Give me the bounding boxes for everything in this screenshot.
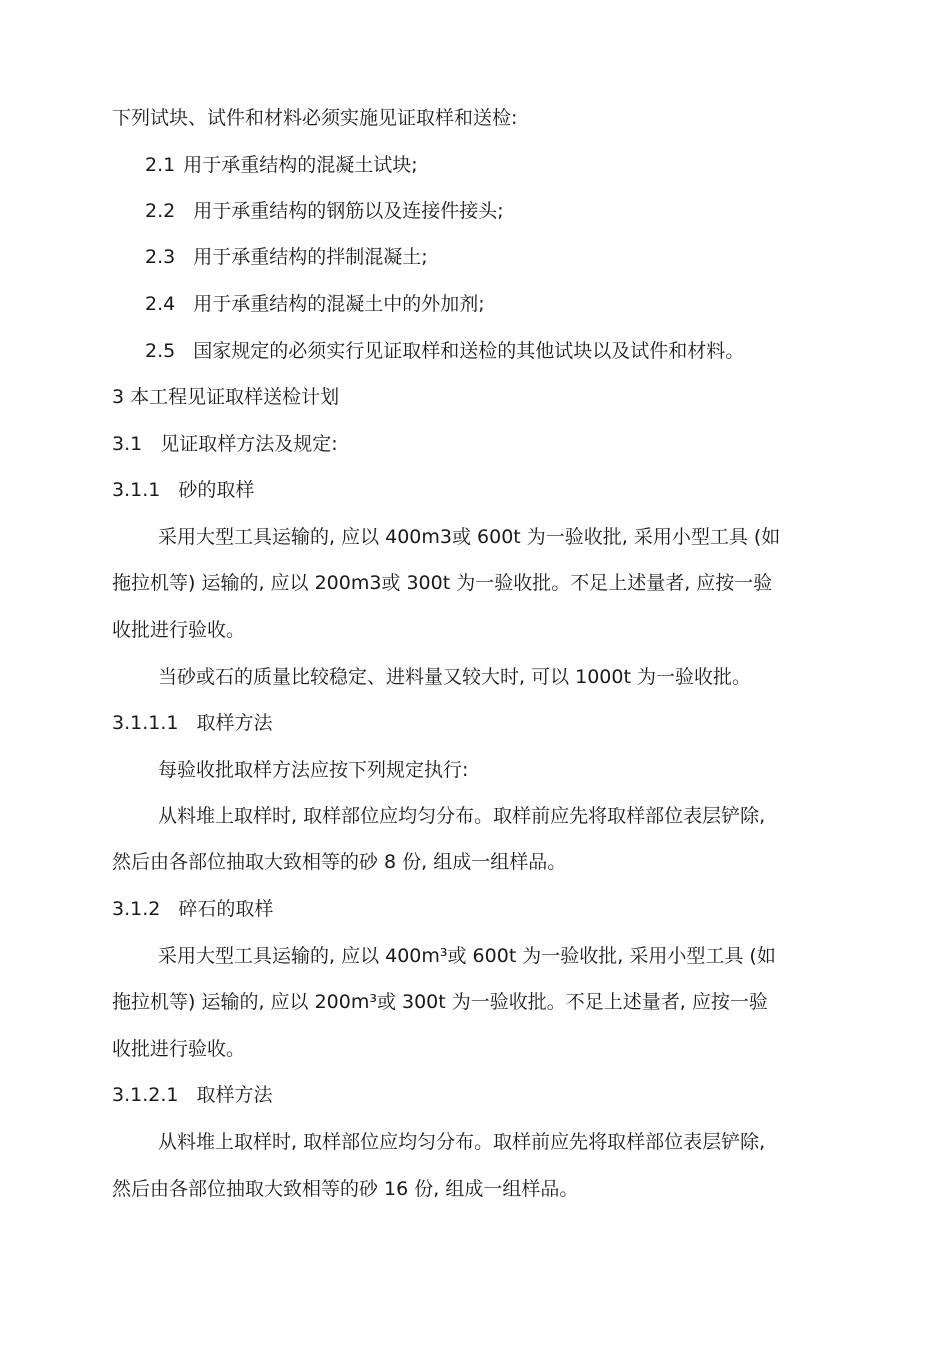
- section-heading-3-1: [112, 432, 338, 456]
- heading-text: 见证取样方法及规定:: [160, 433, 338, 455]
- section-number: 3.1.1.1: [112, 712, 179, 734]
- section-heading-3-1-2-1: [112, 1083, 273, 1107]
- line-text: 当砂或石的质量比较稳定、进料量又较大时, 可以 1000t 为一验收批。: [158, 666, 751, 688]
- list-item-2-4: [145, 292, 485, 316]
- line-text: 然后由各部位抽取大致相等的砂 8 份, 组成一组样品。: [112, 851, 567, 873]
- section-number: 3.1.2: [112, 898, 161, 920]
- paragraph-line: [158, 758, 468, 782]
- paragraph-line: [158, 804, 765, 828]
- heading-text: 碎石的取样: [178, 898, 274, 920]
- line-text: 用于承重结构的拌制混凝土;: [193, 246, 428, 268]
- line-text: 用于承重结构的混凝土试块;: [183, 154, 418, 176]
- line-text: 用于承重结构的混凝土中的外加剂;: [193, 293, 485, 315]
- heading-text: 取样方法: [196, 712, 273, 734]
- line-text: 拖拉机等) 运输的, 应以 200m3或 300t 为一验收批。不足上述量者, 应按一验: [112, 572, 773, 594]
- paragraph-line: [158, 665, 751, 689]
- line-text: 收批进行验收。: [112, 619, 246, 641]
- paragraph-line: [112, 1177, 578, 1201]
- line-text: 下列试块、试件和材料必须实施见证取样和送检:: [112, 107, 518, 129]
- list-item-2-3: [145, 245, 428, 269]
- list-item-2-1: [145, 153, 418, 177]
- line-text: 然后由各部位抽取大致相等的砂 16 份, 组成一组样品。: [112, 1178, 579, 1200]
- section-number: 3.1: [112, 433, 143, 455]
- list-item-2-2: [145, 199, 504, 223]
- list-item-2-5: [145, 339, 744, 363]
- paragraph-line: [158, 944, 776, 968]
- paragraph-line: [112, 850, 566, 874]
- line-text: 采用大型工具运输的, 应以 400m³或 600t 为一验收批, 采用小型工具 (如: [158, 945, 776, 967]
- section-heading-3-1-2: [112, 897, 273, 921]
- heading-text: 砂的取样: [178, 479, 255, 501]
- paragraph-line: [158, 1130, 765, 1154]
- paragraph-line: [112, 1037, 245, 1061]
- section-heading-3-1-1-1: [112, 711, 273, 735]
- line-text: 国家规定的必须实行见证取样和送检的其他试块以及试件和材料。: [193, 340, 745, 362]
- paragraph-line: [158, 525, 780, 549]
- item-number: 2.5: [145, 340, 176, 362]
- paragraph-line: [112, 571, 772, 595]
- section-heading-3-1-1: [112, 478, 254, 502]
- line-text: 用于承重结构的钢筋以及连接件接头;: [193, 200, 504, 222]
- heading-text: 3 本工程见证取样送检计划: [112, 386, 340, 408]
- section-number: 3.1.2.1: [112, 1084, 179, 1106]
- item-number: 2.4: [145, 293, 176, 315]
- item-number: 2.3: [145, 246, 176, 268]
- item-number: 2.2: [145, 200, 176, 222]
- line-text: 拖拉机等) 运输的, 应以 200m³或 300t 为一验收批。不足上述量者, 应按一验: [112, 991, 768, 1013]
- section-heading-3: [112, 385, 339, 409]
- heading-text: 取样方法: [196, 1084, 273, 1106]
- intro-line: [112, 106, 517, 130]
- line-text: 每验收批取样方法应按下列规定执行:: [158, 759, 469, 781]
- item-number: 2.1: [145, 154, 176, 176]
- line-text: 从料堆上取样时, 取样部位应均匀分布。取样前应先将取样部位表层铲除,: [158, 1131, 766, 1153]
- line-text: 收批进行验收。: [112, 1038, 246, 1060]
- line-text: 采用大型工具运输的, 应以 400m3或 600t 为一验收批, 采用小型工具 (如: [158, 526, 781, 548]
- section-number: 3.1.1: [112, 479, 161, 501]
- line-text: 从料堆上取样时, 取样部位应均匀分布。取样前应先将取样部位表层铲除,: [158, 805, 766, 827]
- paragraph-line: [112, 618, 245, 642]
- paragraph-line: [112, 990, 768, 1014]
